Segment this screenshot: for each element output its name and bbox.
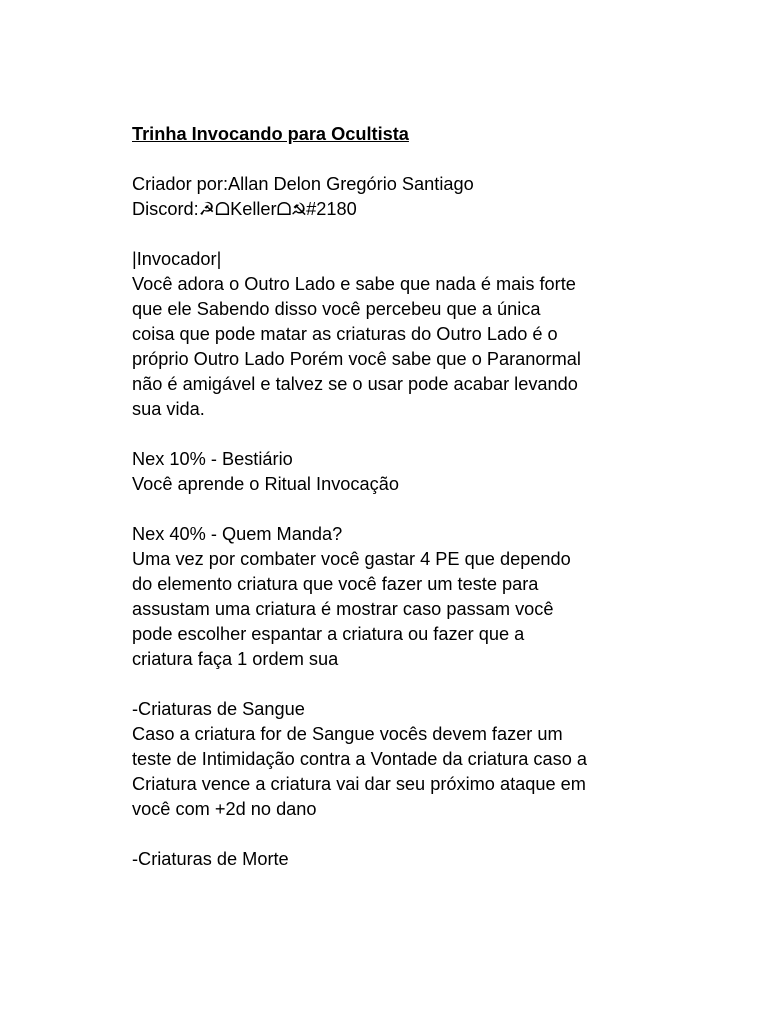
nex10-line: Você aprende o Ritual Invocação: [132, 474, 399, 494]
nex40-line: do elemento criatura que você fazer um teste para: [132, 574, 539, 594]
nex40-line: assustam uma criatura é mostrar caso passam você: [132, 599, 554, 619]
discord-line: Discord:☭ᗝKellerᗝ☭#2180: [132, 199, 357, 219]
spacer: [132, 422, 672, 447]
sangue-line: Caso a criatura for de Sangue vocês devem fazer um: [132, 724, 563, 744]
intro-line: não é amigável e talvez se o usar pode acabar levando: [132, 374, 578, 394]
spacer: [132, 822, 672, 847]
sangue-line: você com +2d no dano: [132, 799, 317, 819]
spacer: [132, 147, 672, 172]
creator-line: Criador por:Allan Delon Gregório Santiago: [132, 174, 474, 194]
section-header: |Invocador|: [132, 249, 222, 269]
nex40-heading: Nex 40% - Quem Manda?: [132, 524, 343, 544]
nex40-line: criatura faça 1 ordem sua: [132, 649, 339, 669]
sangue-line: teste de Intimidação contra a Vontade da criatura caso a: [132, 749, 587, 769]
nex40-line: Uma vez por combater você gastar 4 PE que dependo: [132, 549, 571, 569]
intro-line: Você adora o Outro Lado e sabe que nada é mais forte: [132, 274, 576, 294]
nex10-heading: Nex 10% - Bestiário: [132, 449, 293, 469]
spacer: [132, 672, 672, 697]
intro-line: que ele Sabendo disso você percebeu que a única: [132, 299, 541, 319]
morte-heading: -Criaturas de Morte: [132, 849, 289, 869]
intro-line: sua vida.: [132, 399, 205, 419]
document-title: Trinha Invocando para Ocultista: [132, 124, 409, 144]
intro-line: coisa que pode matar as criaturas do Outro Lado é o: [132, 324, 558, 344]
sangue-heading: -Criaturas de Sangue: [132, 699, 305, 719]
spacer: [132, 497, 672, 522]
nex40-line: pode escolher espantar a criatura ou fazer que a: [132, 624, 525, 644]
spacer: [132, 222, 672, 247]
intro-line: próprio Outro Lado Porém você sabe que o Paranormal: [132, 349, 581, 369]
sangue-line: Criatura vence a criatura vai dar seu próximo ataque em: [132, 774, 586, 794]
document-body: [132, 122, 672, 872]
